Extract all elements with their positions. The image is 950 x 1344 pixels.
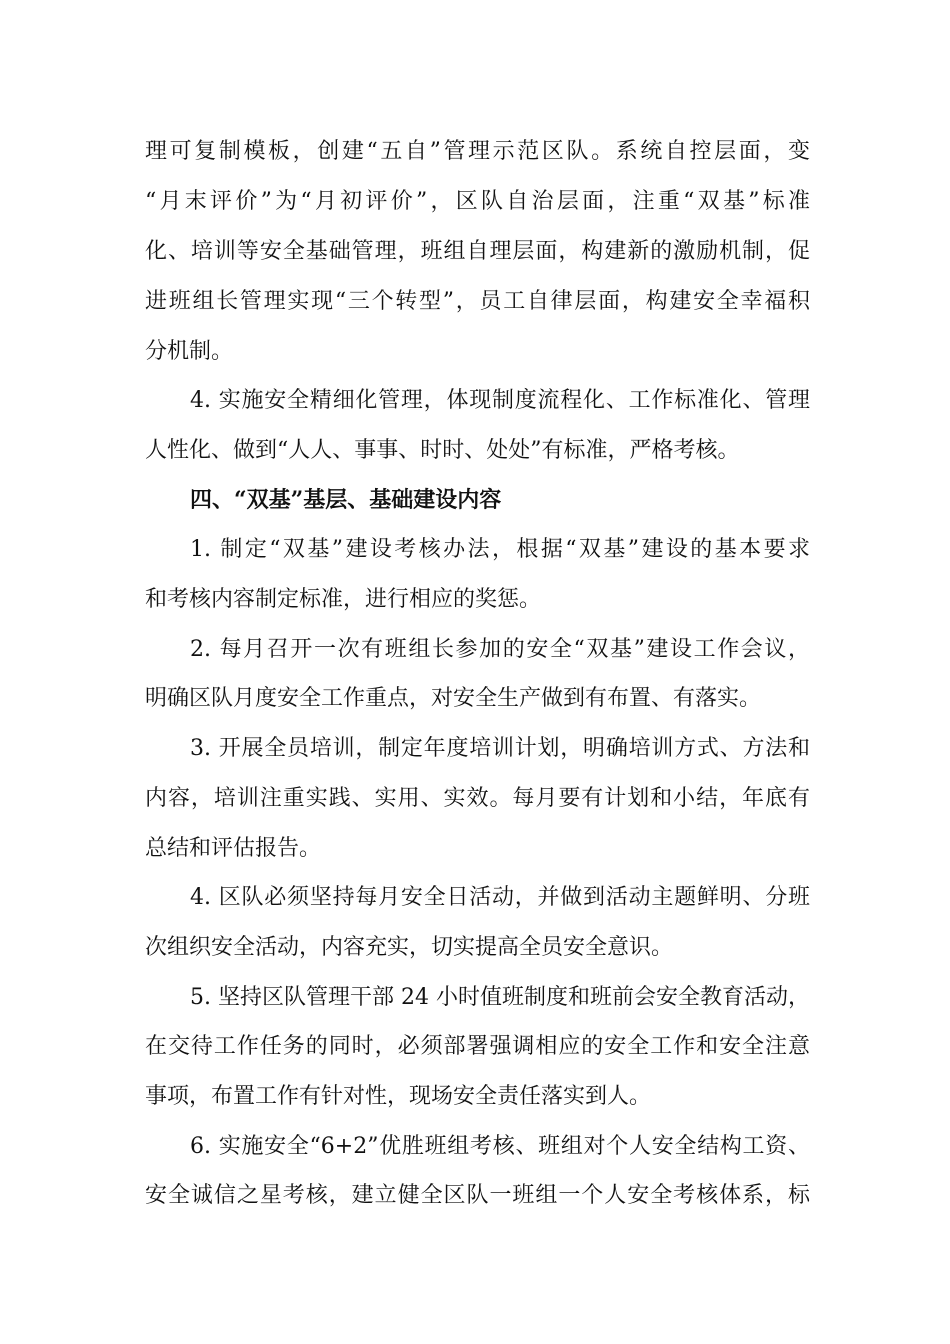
paragraph-line: 安全诚信之星考核，建立健全区队一班组一个人安全考核体系，标 (145, 1183, 810, 1208)
paragraph-line: 1. 制定“双基”建设考核办法，根据“双基”建设的基本要求 (190, 537, 810, 562)
paragraph-line: 化、培训等安全基础管理，班组自理层面，构建新的激励机制，促 (145, 239, 810, 264)
paragraph-line: 内容，培训注重实践、实用、实效。每月要有计划和小结，年底有 (145, 786, 810, 811)
paragraph-line: 4. 区队必须坚持每月安全日活动，并做到活动主题鲜明、分班 (190, 885, 810, 910)
paragraph-line: “月末评价”为“月初评价”，区队自治层面，注重“双基”标准 (145, 189, 810, 214)
paragraph-line: 分机制。 (145, 339, 234, 364)
paragraph-line: 和考核内容制定标准，进行相应的奖惩。 (145, 587, 542, 612)
paragraph-line: 进班组长管理实现“三个转型”，员工自律层面，构建安全幸福积 (145, 289, 810, 314)
paragraph-line: 5. 坚持区队管理干部 24 小时值班制度和班前会安全教育活动， (190, 985, 810, 1010)
paragraph-line: 2. 每月召开一次有班组长参加的安全“双基”建设工作会议， (190, 637, 810, 662)
paragraph-line: 人性化、做到“人人、事事、时时、处处”有标准，严格考核。 (145, 438, 740, 463)
paragraph-line: 3. 开展全员培训，制定年度培训计划，明确培训方式、方法和 (190, 736, 810, 761)
paragraph-line: 事项，布置工作有针对性，现场安全责任落实到人。 (145, 1084, 652, 1109)
paragraph-line: 理可复制模板，创建“五自”管理示范区队。系统自控层面，变 (145, 139, 810, 164)
paragraph-line: 4. 实施安全精细化管理，体现制度流程化、工作标准化、管理 (190, 388, 810, 413)
paragraph-line: 明确区队月度安全工作重点，对安全生产做到有布置、有落实。 (145, 686, 762, 711)
paragraph-line: 总结和评估报告。 (145, 836, 322, 861)
paragraph-line: 6. 实施安全“6+2”优胜班组考核、班组对个人安全结构工资、 (190, 1134, 810, 1159)
paragraph-line: 在交待工作任务的同时，必须部署强调相应的安全工作和安全注意 (145, 1034, 810, 1059)
section-heading: 四、“双基”基层、基础建设内容 (190, 487, 502, 513)
paragraph-line: 次组织安全活动，内容充实，切实提高全员安全意识。 (145, 935, 674, 960)
